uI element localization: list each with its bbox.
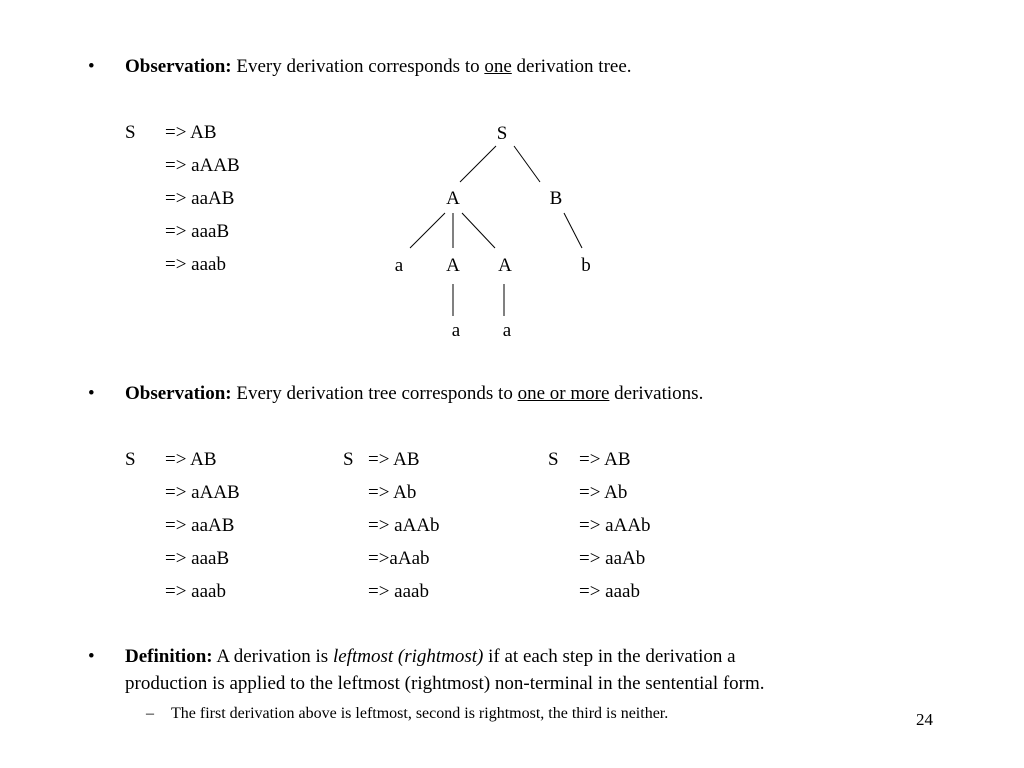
derivation-1-start: S — [125, 122, 136, 143]
observation-1-pre: Every derivation corresponds to — [236, 56, 480, 77]
observation-2 — [125, 383, 703, 405]
derivation-col2-start: S — [343, 449, 354, 470]
observation-2-post: derivations. — [614, 383, 704, 404]
derivation-col1-step: => aaAB — [165, 515, 235, 536]
definition-line-1 — [125, 646, 736, 668]
bullet-1: • — [88, 56, 95, 77]
tree-node-B: B — [549, 188, 563, 209]
derivation-col1-start: S — [125, 449, 136, 470]
bullet-3: • — [88, 646, 95, 667]
observation-2-pre: Every derivation tree corresponds to — [236, 383, 513, 404]
tree-node-a: a — [502, 320, 512, 341]
page-number: 24 — [916, 710, 933, 729]
tree-node-A: A — [446, 255, 460, 276]
observation-2-underline: one or more — [517, 383, 610, 404]
observation-1-label: Observation: — [125, 56, 232, 77]
derivation-1-step: => aAAB — [165, 155, 240, 176]
derivation-col3-step: => aaAb — [579, 548, 646, 569]
derivation-col3-start: S — [548, 449, 559, 470]
definition-italic: leftmost (rightmost) — [332, 646, 484, 667]
subnote-dash: – — [146, 705, 154, 722]
tree-edge — [410, 213, 445, 248]
observation-1-post: derivation tree. — [516, 56, 632, 77]
derivation-col3-step: => aaab — [579, 581, 640, 602]
tree-node-a: a — [394, 255, 404, 276]
derivation-col1-step: => aAAB — [165, 482, 240, 503]
bullet-2: • — [88, 383, 95, 404]
tree-node-root: S — [496, 123, 508, 144]
derivation-col3-step: => AB — [579, 449, 631, 470]
derivation-1-step: => aaab — [165, 254, 226, 275]
derivation-col3-step: => Ab — [579, 482, 628, 503]
derivation-col3-step: => aAAb — [579, 515, 651, 536]
derivation-col2-step: => aaab — [368, 581, 429, 602]
definition-label: Definition: — [125, 646, 213, 667]
definition-line-2: production is applied to the leftmost (rightmost) non-terminal in the sentential form. — [125, 673, 765, 694]
subnote-text: The first derivation above is leftmost, second is rightmost, the third is neither. — [171, 705, 669, 722]
tree-node-A: A — [498, 255, 512, 276]
derivation-col1-step: => aaaB — [165, 548, 230, 569]
tree-edge — [564, 213, 582, 248]
tree-edge — [460, 146, 496, 182]
derivation-1-step: => aaaB — [165, 221, 230, 242]
definition-post: if at each step in the derivation a — [488, 646, 736, 667]
tree-edge — [514, 146, 540, 182]
derivation-col2-step: =>aAab — [368, 548, 430, 569]
tree-node-A: A — [446, 188, 460, 209]
tree-edge — [462, 213, 495, 248]
tree-node-a: a — [451, 320, 461, 341]
derivation-col2-step: => AB — [368, 449, 420, 470]
derivation-col1-step: => AB — [165, 449, 217, 470]
derivation-col2-step: => aAAb — [368, 515, 440, 536]
derivation-1-step: => AB — [165, 122, 217, 143]
derivation-col2-step: => Ab — [368, 482, 417, 503]
observation-2-label: Observation: — [125, 383, 232, 404]
tree-node-b: b — [581, 255, 591, 276]
derivation-col1-step: => aaab — [165, 581, 226, 602]
derivation-1-step: => aaAB — [165, 188, 235, 209]
definition-pre: A derivation is — [216, 646, 329, 667]
observation-1-underline: one — [484, 56, 512, 77]
